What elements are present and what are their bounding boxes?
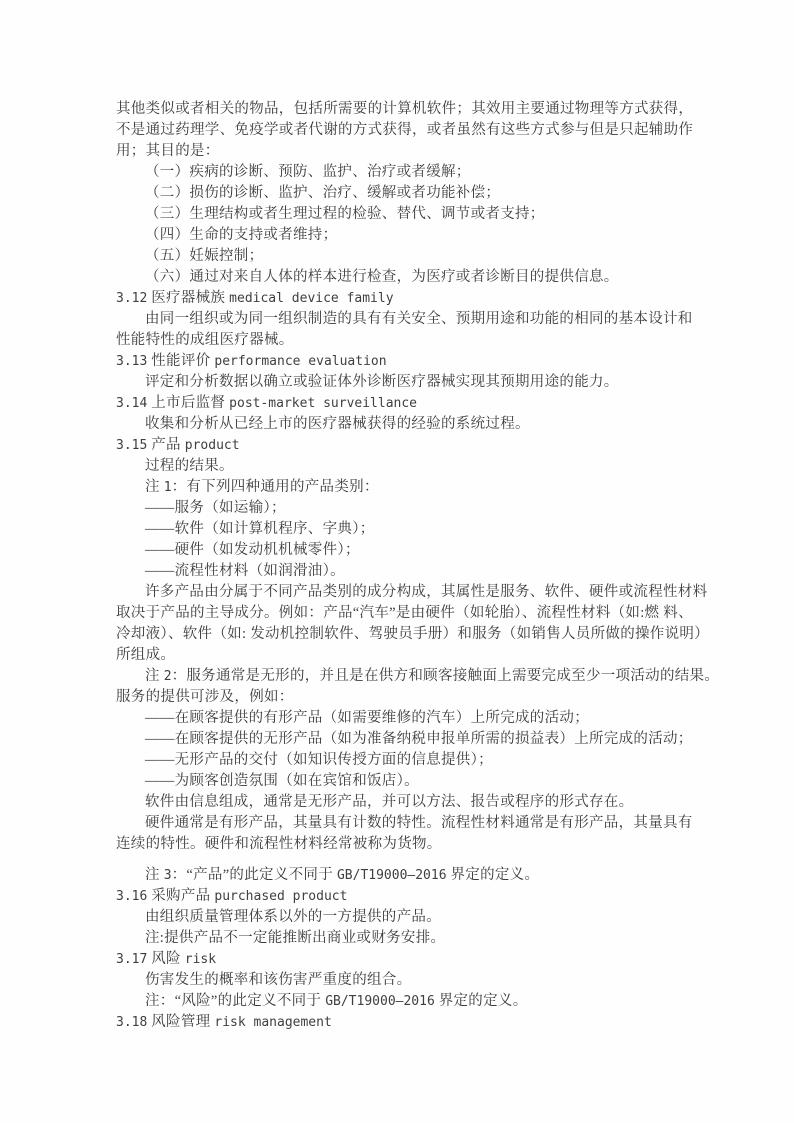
text-line: 性能特性的成组医疗器械。 <box>116 332 294 348</box>
text-line: ——流程性材料（如润滑油）。 <box>145 563 345 579</box>
text-line: （一）疾病的诊断、预防、监护、治疗或者缓解； <box>145 164 471 180</box>
latin-text: product <box>184 438 240 453</box>
text-line: 取决于产品的主导成分。例如：产品“汽车”是由硬件（如轮胎）、流程性材料（如:燃 料、 <box>116 605 693 621</box>
text-line: 冷却液）、软件（如: 发动机控制软件、驾驶员手册）和服务（如销售人员所做的操作说明） <box>116 626 709 642</box>
text-line: 注 3：“产品”的此定义不同于 GB/T19000—2016 界定的定义。 <box>145 867 540 883</box>
text-line: 注 1：有下列四种通用的产品类别： <box>145 479 379 495</box>
latin-text: risk management <box>214 1015 332 1030</box>
latin-text: 2 <box>163 669 172 684</box>
text-line: 硬件通常是有形产品，其量具有计数的特性。流程性材料通常是有形产品，其量具有 <box>145 815 693 831</box>
text-line: ——在顾客提供的无形产品（如为准备纳税申报单所需的损益表）上所完成的活动； <box>145 731 693 747</box>
latin-text: post-market surveillance <box>229 396 418 411</box>
text-line: 许多产品由分属于不同产品类别的成分构成，其属性是服务、软件、硬件或流程性材料 <box>145 584 708 600</box>
text-line: 不是通过药理学、免疫学或者代谢的方式获得，或者虽然有这些方式参与但是只起辅助作 <box>116 122 694 138</box>
text-line: 3.16 采购产品 purchased product <box>116 888 348 904</box>
text-line: （三）生理结构或者生理过程的检验、替代、调节或者支持； <box>145 206 545 222</box>
text-line: 注：“风险”的此定义不同于 GB/T19000—2016 界定的定义。 <box>145 993 528 1009</box>
latin-text: purchased product <box>214 889 348 904</box>
text-line: 评定和分析数据以确立或验证体外诊断医疗器械实现其预期用途的能力。 <box>145 374 619 390</box>
text-line: 注:提供产品不一定能推断出商业或财务安排。 <box>145 930 446 946</box>
text-line: 过程的结果。 <box>145 458 234 474</box>
text-line: 3.18 风险管理 risk management <box>116 1014 332 1030</box>
text-line: （五）妊娠控制； <box>145 248 264 264</box>
text-line: 3.15 产品 product <box>116 437 240 453</box>
latin-text: 3.16 <box>116 889 148 904</box>
text-line: ——硬件（如发动机机械零件）； <box>145 542 360 558</box>
latin-text: medical device family <box>229 291 394 306</box>
latin-text: GB/T19000—2016 <box>336 868 447 883</box>
latin-text: 1 <box>163 480 172 495</box>
latin-text: 3.14 <box>116 396 148 411</box>
text-line: ——无形产品的交付（如知识传授方面的信息提供）； <box>145 752 493 768</box>
text-line: 3.17 风险 risk <box>116 951 217 967</box>
text-line: 收集和分析从已经上市的医疗器械获得的经验的系统过程。 <box>145 416 530 432</box>
text-line: 所组成。 <box>116 647 176 663</box>
text-line: 注 2：服务通常是无形的，并且是在供方和顾客接触面上需要完成至少一项活动的结果。 <box>145 668 720 684</box>
text-line: 3.12 医疗器械族 medical device family <box>116 290 394 306</box>
text-line: 伤害发生的概率和该伤害严重度的组合。 <box>145 972 412 988</box>
text-line: ——服务（如运输）； <box>145 500 286 516</box>
latin-text: performance evaluation <box>214 354 387 369</box>
latin-text: 3.17 <box>116 952 148 967</box>
text-line: 3.13 性能评价 performance evaluation <box>116 353 387 369</box>
text-line: 用；其目的是： <box>116 143 220 159</box>
text-line: 连续的特性。硬件和流程性材料经常被称为货物。 <box>116 836 442 852</box>
blank-line <box>116 855 692 865</box>
latin-text: 3.12 <box>116 291 148 306</box>
latin-text: GB/T19000—2016 <box>325 994 435 1009</box>
text-line: （六）通过对来自人体的样本进行检查，为医疗或者诊断目的提供信息。 <box>145 269 619 285</box>
text-line: 服务的提供可涉及，例如： <box>116 689 294 705</box>
text-line: （二）损伤的诊断、监护、治疗、缓解或者功能补偿； <box>145 185 501 201</box>
latin-text: 3.15 <box>116 438 148 453</box>
text-line: （四）生命的支持或者维持； <box>145 227 338 243</box>
text-line: 软件由信息组成，通常是无形产品，并可以方法、报告或程序的形式存在。 <box>145 794 634 810</box>
text-line: ——在顾客提供的有形产品（如需要维修的汽车）上所完成的活动； <box>145 710 589 726</box>
document-text-block <box>116 99 720 1033</box>
latin-text: 3.18 <box>116 1015 148 1030</box>
latin-text: 3.13 <box>116 354 148 369</box>
latin-text: risk <box>184 952 217 967</box>
text-line: ——为顾客创造氛围（如在宾馆和饭店）。 <box>145 773 419 789</box>
latin-text: 3 <box>163 868 172 883</box>
text-line: ——软件（如计算机程序、字典）； <box>145 521 375 537</box>
text-line: 由组织质量管理体系以外的一方提供的产品。 <box>145 909 441 925</box>
text-line: 由同一组织或为同一组织制造的具有有关安全、预期用途和功能的相同的基本设计和 <box>145 311 693 327</box>
text-line: 其他类似或者相关的物品，包括所需要的计算机软件；其效用主要通过物理等方式获得， <box>116 101 694 117</box>
text-line: 3.14 上市后监督 post-market surveillance <box>116 395 418 411</box>
